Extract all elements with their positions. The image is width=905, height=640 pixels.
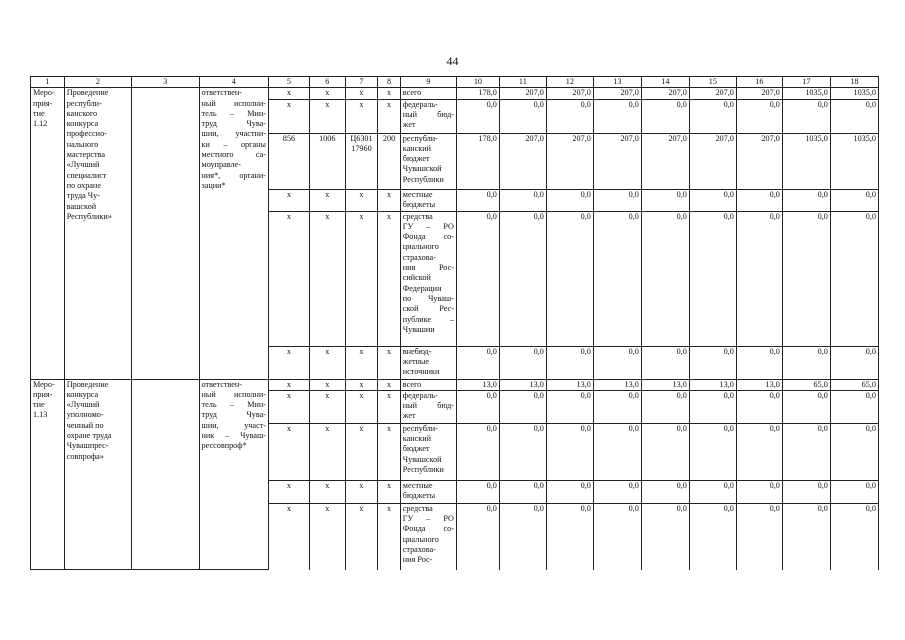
code-cell-c6: х [309,88,345,99]
funding-source-line: внебюд- [402,346,432,356]
amount-cell: 207,0 [499,133,546,189]
measure-cell [31,88,65,379]
measure-line: Меро- [33,379,55,389]
executor-line: моуправле- [201,160,241,170]
code-line: 17960 [351,143,372,153]
header-row [31,77,879,88]
amount-cell: 0,0 [736,346,782,379]
amount-cell: 0,0 [641,99,689,133]
event-name-line: канского [66,108,98,118]
amount-cell: 0,0 [736,189,782,211]
executor-line: рессовпроф* [201,441,247,451]
event-name-line: вашской [66,201,97,211]
funding-source-cell [400,133,456,189]
funding-source-line: жетные [402,356,430,366]
amount-cell: 0,0 [641,480,689,503]
measure-line: 1.12 [33,119,48,129]
executor-line: ответствен- [201,379,243,389]
amount-cell: 0,0 [689,503,736,570]
code-cell-c8: х [378,211,400,346]
amount-cell: 0,0 [689,99,736,133]
column-number-header: 15 [689,77,736,88]
amount-cell: 207,0 [499,88,546,99]
funding-source-line: бюджет [402,444,430,454]
funding-source-cell [400,390,456,423]
code-cell-c8: х [378,379,400,390]
code-cell-c8: х [378,480,400,503]
amount-cell: 0,0 [830,480,878,503]
funding-source-line: канский [402,143,432,153]
code-cell-c5: х [269,379,310,390]
funding-source-line: страхова- [402,545,436,555]
funding-source-line: ской Рес- [402,304,454,314]
amount-cell: 0,0 [830,390,878,423]
amount-cell: 0,0 [456,211,499,346]
funding-source-cell [400,379,456,390]
funding-source-line: Чувашской [402,164,442,174]
amount-cell: 0,0 [782,503,830,570]
amount-cell: 0,0 [456,503,499,570]
column-number-header: 11 [499,77,546,88]
executor-line: местного са- [201,150,267,160]
executor-line: труд Чува- [201,410,267,420]
amount-cell: 0,0 [641,390,689,423]
amount-cell: 0,0 [593,346,641,379]
column-number-header: 2 [64,77,131,88]
code-cell-c6: х [309,379,345,390]
funding-source-line: ния Рос- [402,263,454,273]
event-name-line: ченный по [66,420,104,430]
code-cell-c5: х [269,211,310,346]
funding-source-line: местные [402,189,433,199]
code-cell-c5: 856 [269,133,310,189]
executor-cell [199,379,268,570]
budget-table [30,76,879,570]
amount-cell: 207,0 [736,88,782,99]
amount-cell: 0,0 [499,390,546,423]
funding-source-line: ный бюд- [402,401,454,411]
amount-cell: 0,0 [689,390,736,423]
amount-cell: 207,0 [736,133,782,189]
amount-cell: 0,0 [830,189,878,211]
code-cell-c7 [345,133,378,189]
event-name-cell [64,379,131,570]
code-cell-c6: х [309,390,345,423]
table-row [31,88,879,99]
column-number-header: 14 [641,77,689,88]
measure-line: Меро- [33,88,55,98]
amount-cell: 0,0 [782,189,830,211]
amount-cell: 0,0 [736,390,782,423]
column-number-header: 16 [736,77,782,88]
amount-cell: 0,0 [546,503,593,570]
funding-source-cell [400,88,456,99]
measure-line: тие [33,108,45,118]
amount-cell: 0,0 [546,99,593,133]
code-cell-c7: х [345,99,378,133]
amount-cell: 0,0 [641,423,689,480]
event-name-line: мастерства [66,150,106,160]
column-number-header: 13 [593,77,641,88]
event-name-line: «Лучший [66,400,100,410]
funding-source-line: Фонда со- [402,524,454,534]
executor-line: ник – Чуваш- [201,431,267,441]
measure-cell [31,379,65,570]
amount-cell: 13,0 [689,379,736,390]
amount-cell: 0,0 [546,189,593,211]
code-cell-c5: х [269,346,310,379]
amount-cell: 13,0 [456,379,499,390]
amount-cell: 13,0 [736,379,782,390]
amount-cell: 178,0 [456,88,499,99]
column-number-header: 18 [830,77,878,88]
funding-source-line: Чувашии [402,324,435,334]
amount-cell: 0,0 [830,211,878,346]
code-cell-c8: х [378,88,400,99]
amount-cell: 65,0 [782,379,830,390]
funding-source-line: республи- [402,423,438,433]
amount-cell: 0,0 [499,480,546,503]
amount-cell: 0,0 [593,211,641,346]
executor-cell [199,88,268,379]
empty-cell [132,88,199,379]
funding-source-line: Чувашской [402,454,442,464]
event-name-line: конкурса [66,389,99,399]
event-name-line: Проведение [66,379,109,389]
code-cell-c6: 1006 [309,133,345,189]
amount-cell: 0,0 [593,390,641,423]
code-cell-c8: х [378,189,400,211]
code-cell-c6: х [309,503,345,570]
amount-cell: 65,0 [830,379,878,390]
code-cell-c7: х [345,189,378,211]
event-name-line: республи- [66,98,102,108]
amount-cell: 0,0 [456,346,499,379]
amount-cell: 207,0 [593,88,641,99]
amount-cell: 1035,0 [830,88,878,99]
amount-cell: 0,0 [456,390,499,423]
code-cell-c5: х [269,88,310,99]
amount-cell: 0,0 [499,99,546,133]
funding-source-line: ния Рос- [402,555,433,565]
column-number-header: 1 [31,77,65,88]
amount-cell: 0,0 [830,423,878,480]
event-name-line: охране труда [66,431,112,441]
event-name-line: профессио- [66,129,107,139]
measure-line: 1.13 [33,410,48,420]
column-number-header: 10 [456,77,499,88]
amount-cell: 13,0 [593,379,641,390]
amount-cell: 0,0 [546,346,593,379]
column-number-header: 3 [132,77,199,88]
code-cell-c5: х [269,189,310,211]
amount-cell: 0,0 [499,346,546,379]
event-name-cell [64,88,131,379]
event-name-line: Проведение [66,88,109,98]
amount-cell: 178,0 [456,133,499,189]
amount-cell: 0,0 [641,503,689,570]
code-cell-c5: х [269,390,310,423]
executor-line: тель – Мин- [201,108,267,118]
amount-cell: 0,0 [641,346,689,379]
executor-line: ный исполни- [201,389,267,399]
code-cell-c8: х [378,390,400,423]
event-name-line: Республики» [66,211,112,221]
amount-cell: 0,0 [456,423,499,480]
amount-cell: 0,0 [499,211,546,346]
code-cell-c7: х [345,390,378,423]
funding-source-line: жет [402,411,416,421]
amount-cell: 0,0 [456,480,499,503]
measure-line: прия- [33,389,53,399]
amount-cell: 0,0 [689,211,736,346]
executor-line: шии, участни- [201,129,267,139]
measure-line: прия- [33,98,53,108]
amount-cell: 0,0 [546,423,593,480]
code-cell-c7: х [345,480,378,503]
amount-cell: 207,0 [593,133,641,189]
amount-cell: 0,0 [593,480,641,503]
amount-cell: 0,0 [593,189,641,211]
code-cell-c6: х [309,346,345,379]
column-number-header: 5 [269,77,310,88]
event-name-line: уполномо- [66,410,104,420]
amount-cell: 207,0 [641,88,689,99]
funding-source-line: сийской [402,273,431,283]
code-cell-c6: х [309,423,345,480]
amount-cell: 1035,0 [830,133,878,189]
code-cell-c7: х [345,88,378,99]
amount-cell: 0,0 [782,390,830,423]
amount-cell: 0,0 [736,503,782,570]
amount-cell: 1035,0 [782,88,830,99]
funding-source-line: ГУ – РО [402,514,454,524]
amount-cell: 0,0 [782,346,830,379]
code-cell-c8: х [378,503,400,570]
amount-cell: 207,0 [689,133,736,189]
code-cell-c7: х [345,379,378,390]
column-number-header: 12 [546,77,593,88]
executor-line: шии, участ- [201,420,267,430]
amount-cell: 0,0 [456,189,499,211]
code-line: Ц6301 [350,133,373,143]
funding-source-line: Республики [402,174,444,184]
amount-cell: 0,0 [456,99,499,133]
funding-source-line: ГУ – РО [402,221,454,231]
amount-cell: 0,0 [499,503,546,570]
code-cell-c6: х [309,189,345,211]
funding-source-cell [400,423,456,480]
amount-cell: 0,0 [830,503,878,570]
code-cell-c5: х [269,423,310,480]
funding-source-line: страхова- [402,252,436,262]
funding-source-line: всего [402,379,422,389]
funding-source-line: средства [402,211,433,221]
table-row [31,379,879,390]
executor-line: ный исполни- [201,98,267,108]
executor-line: зации* [201,180,226,190]
funding-source-line: канский [402,434,432,444]
column-number-header: 6 [309,77,345,88]
amount-cell: 0,0 [546,390,593,423]
amount-cell: 0,0 [736,480,782,503]
funding-source-line: циального [402,534,439,544]
event-name-line: нального [66,139,99,149]
amount-cell: 0,0 [689,423,736,480]
amount-cell: 0,0 [736,99,782,133]
funding-source-line: федераль- [402,99,438,109]
event-name-line: Чувашпрес- [66,441,109,451]
code-cell-c5: х [269,99,310,133]
code-cell-c8: х [378,423,400,480]
event-name-line: «Лучший [66,160,100,170]
code-cell-c7: х [345,503,378,570]
amount-cell: 207,0 [546,133,593,189]
amount-cell: 0,0 [499,189,546,211]
amount-cell: 13,0 [499,379,546,390]
funding-source-line: ный бюд- [402,109,454,119]
code-cell-c7: х [345,346,378,379]
amount-cell: 13,0 [641,379,689,390]
amount-cell: 0,0 [546,211,593,346]
amount-cell: 0,0 [830,346,878,379]
funding-source-line: жет [402,120,416,130]
funding-source-line: всего [402,88,422,98]
funding-source-line: Фонда со- [402,232,454,242]
funding-source-line: источники [402,367,440,377]
code-cell-c6: х [309,480,345,503]
funding-source-cell [400,189,456,211]
event-name-line: конкурса [66,119,99,129]
amount-cell: 207,0 [689,88,736,99]
amount-cell: 0,0 [736,423,782,480]
funding-source-line: Республики [402,465,444,475]
amount-cell: 0,0 [593,503,641,570]
amount-cell: 207,0 [546,88,593,99]
empty-cell [132,379,199,570]
executor-line: тель – Мин- [201,400,267,410]
amount-cell: 0,0 [830,99,878,133]
amount-cell: 0,0 [546,480,593,503]
amount-cell: 207,0 [641,133,689,189]
code-cell-c8: 200 [378,133,400,189]
funding-source-cell [400,480,456,503]
funding-source-line: республи- [402,133,438,143]
column-number-header: 9 [400,77,456,88]
executor-line: ния*, органи- [201,170,267,180]
amount-cell: 0,0 [782,99,830,133]
column-number-header: 17 [782,77,830,88]
executor-line: ответствен- [201,88,243,98]
funding-source-line: Федерации [402,283,442,293]
amount-cell: 0,0 [593,99,641,133]
column-number-header: 8 [378,77,400,88]
funding-source-line: циального [402,242,439,252]
amount-cell: 0,0 [641,189,689,211]
executor-line: ки – органы [201,139,267,149]
event-name-line: труда Чу- [66,191,100,201]
amount-cell: 0,0 [736,211,782,346]
funding-source-line: по Чуваш- [402,293,454,303]
funding-source-line: публике – [402,314,454,324]
executor-line: труд Чува- [201,119,267,129]
funding-source-line: бюджеты [402,199,436,209]
event-name-line: специалист [66,170,107,180]
funding-source-line: средства [402,503,433,513]
code-cell-c7: х [345,211,378,346]
code-cell-c8: х [378,346,400,379]
code-cell-c5: х [269,480,310,503]
amount-cell: 0,0 [689,480,736,503]
code-cell-c6: х [309,99,345,133]
column-number-header: 7 [345,77,378,88]
code-cell-c5: х [269,503,310,570]
amount-cell: 0,0 [689,346,736,379]
funding-source-cell [400,503,456,570]
code-cell-c6: х [309,211,345,346]
amount-cell: 0,0 [782,480,830,503]
funding-source-line: бюджеты [402,491,436,501]
event-name-line: по охране [66,180,101,190]
amount-cell: 1035,0 [782,133,830,189]
funding-source-cell [400,346,456,379]
amount-cell: 13,0 [546,379,593,390]
code-cell-c7: х [345,423,378,480]
amount-cell: 0,0 [782,423,830,480]
event-name-line: совпрофа» [66,451,104,461]
funding-source-line: бюджет [402,154,430,164]
funding-source-cell [400,211,456,346]
amount-cell: 0,0 [782,211,830,346]
column-number-header: 4 [199,77,268,88]
funding-source-cell [400,99,456,133]
funding-source-line: местные [402,480,433,490]
amount-cell: 0,0 [593,423,641,480]
amount-cell: 0,0 [641,211,689,346]
amount-cell: 0,0 [499,423,546,480]
code-cell-c8: х [378,99,400,133]
page-number: 44 [446,54,459,68]
amount-cell: 0,0 [689,189,736,211]
measure-line: тие [33,400,45,410]
funding-source-line: федераль- [402,390,438,400]
